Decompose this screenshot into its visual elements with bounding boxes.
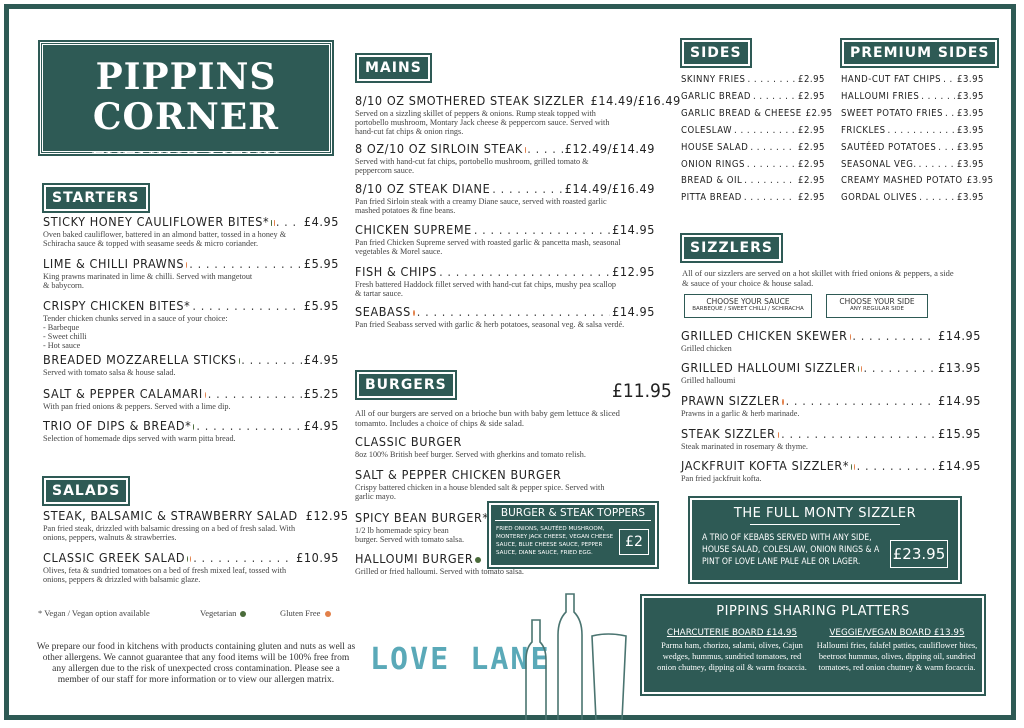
legend-vegetarian-label: Vegetarian bbox=[200, 608, 237, 618]
vegetarian-icon bbox=[193, 424, 194, 430]
item-description: Pan fried Sirloin steak with a creamy Diane sauce, served with roasted garlic mashed potatoes & fine beans. bbox=[355, 197, 607, 215]
item-description: Grilled chicken bbox=[681, 344, 732, 353]
item-name: CLASSIC GREEK SALAD bbox=[43, 550, 186, 565]
veggie-title: VEGGIE/VEGAN BOARD £13.95 bbox=[829, 628, 965, 638]
side-item-price: £2.95 bbox=[798, 192, 825, 204]
leader-dots bbox=[753, 91, 796, 102]
sizzlers-heading: SIZZLERS bbox=[682, 235, 781, 261]
item-description: Olives, feta & sundried tomatoes on a bed of fresh mixed leaf, tossed with onions, peppers & drizzled with balsamic glaze. bbox=[43, 566, 287, 584]
leader-dots bbox=[888, 125, 955, 136]
menu-item bbox=[43, 386, 339, 411]
side-item bbox=[681, 91, 825, 102]
side-item bbox=[681, 142, 825, 153]
menu-item bbox=[43, 352, 339, 377]
leader-dots bbox=[919, 159, 955, 170]
side-item bbox=[841, 91, 984, 102]
side-item-price: £2.95 bbox=[798, 74, 825, 85]
side-item bbox=[681, 175, 825, 186]
item-description: Tender chicken chunks served in a sauce of your choice: - Barbeque - Sweet chilli - Hot sauce bbox=[43, 314, 228, 350]
leader-dots bbox=[852, 328, 936, 343]
burger-toppers-price: £2 bbox=[619, 529, 649, 555]
item-price: £14.95 bbox=[938, 328, 981, 343]
item-name: BREADED MOZZARELLA STICKS bbox=[43, 352, 237, 367]
item-description: Pan fried Seabass served with garlic & herb potatoes, seasonal veg. & salsa verdé. bbox=[355, 320, 625, 329]
gluten-free-icon bbox=[778, 432, 780, 438]
side-item-name: SWEET POTATO FRIES bbox=[841, 107, 943, 119]
side-item-price: £3.95 bbox=[957, 158, 984, 170]
menu-item-row bbox=[43, 418, 339, 433]
side-item-price: £2.95 bbox=[798, 175, 825, 187]
menu-item bbox=[355, 434, 655, 459]
item-name: SEABASS bbox=[355, 304, 411, 319]
full-monty-box bbox=[690, 498, 960, 582]
item-description: Served with tomato salsa & house salad. bbox=[43, 368, 176, 377]
leader-dots bbox=[781, 426, 936, 441]
side-item-name: GARLIC BREAD & CHEESE bbox=[681, 107, 802, 119]
side-item bbox=[841, 125, 984, 136]
leader-dots bbox=[744, 192, 796, 203]
burger-toppers-box bbox=[489, 503, 657, 567]
side-item-name: GARLIC BREAD bbox=[681, 90, 751, 102]
sharing-platters-box bbox=[642, 596, 984, 694]
menu-item bbox=[355, 141, 655, 175]
item-price: £4.95 bbox=[303, 352, 339, 367]
menu-item bbox=[681, 360, 981, 385]
side-item bbox=[681, 125, 825, 136]
item-name: CHICKEN SUPREME bbox=[355, 222, 472, 237]
legend-gluten-free-label: Gluten Free bbox=[280, 608, 321, 618]
gluten-free-icon bbox=[861, 366, 862, 372]
item-name: LIME & CHILLI PRAWNS bbox=[43, 256, 185, 271]
item-price: £14.49/£16.49 bbox=[590, 93, 681, 108]
burgers-heading: BURGERS bbox=[357, 372, 455, 398]
item-price: £5.25 bbox=[303, 386, 339, 401]
menu-item-row bbox=[681, 426, 981, 441]
choose-side-options: ANY REGULAR SIDE bbox=[850, 306, 904, 312]
side-item bbox=[681, 74, 825, 85]
menu-item-row bbox=[681, 393, 981, 408]
side-item bbox=[841, 108, 984, 119]
item-name: SPICY BEAN BURGER* bbox=[355, 510, 489, 525]
menu-item-row bbox=[355, 222, 655, 237]
item-description: Selection of homemade dips served with warm pitta bread. bbox=[43, 434, 236, 443]
item-description: Served with hand-cut fat chips, portobello mushroom, grilled tomato & peppercorn sauce. bbox=[355, 157, 589, 175]
menu-item bbox=[43, 256, 339, 290]
gluten-free-icon bbox=[205, 392, 206, 398]
menu-item-row bbox=[43, 386, 339, 401]
side-item-name: CREAMY MASHED POTATO bbox=[841, 175, 963, 187]
sides-heading: SIDES bbox=[682, 40, 750, 66]
side-item-name: HAND-CUT FAT CHIPS bbox=[841, 74, 942, 85]
item-description: 1/2 lb homemade spicy bean burger. Served with tomato salsa. bbox=[355, 526, 464, 544]
item-name: GRILLED CHICKEN SKEWER bbox=[681, 328, 848, 343]
gluten-free-icon bbox=[325, 611, 331, 617]
item-description: Fresh battered Haddock fillet served with hand-cut fat chips, mushy pea scallop & tartar sauce. bbox=[355, 280, 617, 298]
item-price: £14.95 bbox=[938, 393, 981, 408]
burger-toppers-text: FRIED ONIONS, SAUTÉED MUSHROOM, MONTEREY JACK CHEESE, VEGAN CHEESE SAUCE, BLUE CHEESE SAUCE, PEPPER SAUCE, DIANE SAUCE, FRIED EGG. bbox=[496, 526, 614, 556]
side-item-name: ONION RINGS bbox=[681, 158, 745, 170]
side-item bbox=[681, 107, 833, 119]
item-name: 8/10 OZ STEAK DIANE bbox=[355, 181, 491, 196]
menu-item-row bbox=[43, 298, 339, 313]
menu-item bbox=[681, 458, 981, 483]
side-item-price: £3.95 bbox=[957, 107, 984, 119]
item-description: Pan fried steak, drizzled with balsamic dressing on a bed of fresh salad. With onions, peppers, walnuts & strawberries. bbox=[43, 524, 296, 542]
choose-side-box bbox=[826, 294, 928, 318]
side-item-price: £3.95 bbox=[957, 74, 984, 85]
salads-heading: SALADS bbox=[44, 478, 128, 504]
leader-dots bbox=[492, 181, 562, 196]
side-item-name: BREAD & OIL bbox=[681, 175, 743, 187]
item-description: Steak marinated in rosemary & thyme. bbox=[681, 442, 808, 451]
item-price: £13.95 bbox=[938, 360, 982, 375]
item-price: £14.49/£16.49 bbox=[564, 181, 655, 196]
leader-dots bbox=[943, 74, 955, 85]
leader-dots bbox=[241, 352, 302, 367]
item-price: £14.95 bbox=[612, 222, 655, 237]
veggie-text: Halloumi fries, falafel patties, cauliflower bites, beetroot hummus, olives, dipping oil, sundried tomatoes, red onion chutney & warm focaccia. bbox=[816, 641, 978, 672]
item-description: King prawns marinated in lime & chilli. Served with mangetout & babycorn. bbox=[43, 272, 253, 290]
choose-sauce-box bbox=[684, 294, 812, 318]
item-description: Crispy battered chicken in a house blended salt & pepper spice. Served with garlic mayo. bbox=[355, 483, 605, 501]
vegetarian-icon bbox=[858, 366, 859, 372]
gluten-free-icon bbox=[190, 556, 191, 562]
menu-item-row bbox=[43, 508, 349, 523]
item-name: CRISPY CHICKEN BITES* bbox=[43, 298, 191, 313]
leader-dots bbox=[747, 74, 796, 85]
premium-sides-heading: PREMIUM SIDES bbox=[842, 40, 997, 66]
bottles-illustration bbox=[518, 590, 636, 720]
side-item-price: £3.95 bbox=[966, 175, 994, 187]
vegetarian-icon bbox=[475, 557, 481, 563]
bottle-left bbox=[526, 620, 546, 720]
item-name: 8/10 OZ SMOTHERED STEAK SIZZLER bbox=[355, 93, 585, 108]
gluten-free-icon bbox=[850, 334, 851, 340]
item-name: JACKFRUIT KOFTA SIZZLER* bbox=[681, 458, 850, 473]
leader-dots bbox=[744, 175, 796, 186]
side-item-price: £3.95 bbox=[957, 141, 984, 153]
platters-heading: PIPPINS SHARING PLATTERS bbox=[716, 604, 910, 619]
menu-item bbox=[43, 418, 339, 443]
menu-item-row bbox=[681, 458, 981, 473]
side-item-name: FRICKLES bbox=[841, 124, 886, 136]
leader-dots bbox=[734, 125, 796, 136]
leader-dots bbox=[747, 159, 796, 170]
item-description: Grilled halloumi bbox=[681, 376, 736, 385]
side-item bbox=[841, 175, 994, 187]
side-item-name: PITTA BREAD bbox=[681, 192, 742, 204]
item-description: Grilled or fried halloumi. Served with tomato salsa. bbox=[355, 567, 524, 576]
item-price: £10.95 bbox=[296, 550, 339, 565]
side-item-name: SEASONAL VEG. bbox=[841, 158, 917, 170]
side-item-name: HALLOUMI FRIES bbox=[841, 90, 920, 102]
full-monty-divider bbox=[750, 524, 900, 525]
side-item-name: COLESLAW bbox=[681, 124, 733, 136]
side-item-price: £3.95 bbox=[957, 192, 984, 204]
item-price: £15.95 bbox=[938, 426, 981, 441]
item-price: £12.95 bbox=[612, 264, 655, 279]
menu-item-row bbox=[355, 181, 655, 196]
menu-item-row bbox=[43, 256, 339, 271]
menu-item bbox=[681, 426, 981, 451]
leader-dots bbox=[938, 142, 955, 153]
vegetarian-icon bbox=[240, 611, 246, 617]
menu-item bbox=[43, 298, 339, 350]
side-item-name: HOUSE SALAD bbox=[681, 141, 749, 153]
leader-dots bbox=[864, 360, 937, 375]
legend-vegetarian bbox=[200, 608, 246, 618]
menu-item-row bbox=[355, 93, 681, 108]
leader-dots bbox=[189, 256, 302, 271]
bottle-middle bbox=[558, 594, 582, 720]
menu-item bbox=[355, 93, 681, 136]
item-price: £4.95 bbox=[303, 418, 339, 433]
item-price: £4.95 bbox=[303, 214, 340, 229]
menu-item-row bbox=[355, 467, 655, 482]
leader-dots bbox=[417, 304, 610, 319]
gluten-free-icon bbox=[413, 310, 415, 316]
charcuterie-board bbox=[654, 628, 810, 673]
menu-item bbox=[355, 222, 655, 256]
leader-dots bbox=[527, 141, 563, 156]
item-description: With pan fried onions & peppers. Served with a lime dip. bbox=[43, 402, 231, 411]
gluten-free-icon bbox=[854, 464, 855, 470]
legend-vegan: * Vegan / Vegan option available bbox=[38, 608, 150, 618]
side-item-name: GORDAL OLIVES bbox=[841, 192, 918, 204]
side-item-price: £2.95 bbox=[798, 124, 825, 136]
leader-dots bbox=[750, 142, 796, 153]
item-name: SALT & PEPPER CALAMARI bbox=[43, 386, 203, 401]
item-name: 8 OZ/10 OZ SIRLOIN STEAK bbox=[355, 141, 523, 156]
item-price: £14.95 bbox=[612, 304, 655, 319]
leader-dots bbox=[276, 214, 302, 229]
side-item bbox=[841, 159, 984, 170]
item-name: STEAK, BALSAMIC & STRAWBERRY SALAD bbox=[43, 508, 298, 523]
restaurant-name: PIPPINS CORNER bbox=[92, 56, 280, 138]
leader-dots bbox=[857, 458, 936, 473]
side-item-price: £2.95 bbox=[798, 141, 825, 153]
gluten-free-icon bbox=[186, 262, 187, 268]
choose-side-title: CHOOSE YOUR SIDE bbox=[839, 297, 915, 306]
burgers-intro: All of our burgers are served on a brioche bun with baby gem lettuce & sliced tomamto. Includes a choice of chips & side salad. bbox=[355, 408, 620, 428]
menu-item bbox=[355, 467, 655, 501]
burgers-price: £11.95 bbox=[612, 380, 672, 402]
starters-heading: STARTERS bbox=[44, 185, 148, 211]
leader-dots bbox=[921, 91, 955, 102]
side-item-price: £3.95 bbox=[957, 124, 984, 136]
leader-dots bbox=[786, 393, 937, 408]
full-monty-text: A TRIO OF KEBABS SERVED WITH ANY SIDE, HOUSE SALAD, COLESLAW, ONION RINGS & A PINT OF LOVE LANE PALE ALE OR LAGER. bbox=[702, 533, 880, 567]
menu-subtitle: EVENING MENU bbox=[90, 147, 282, 171]
vegetarian-icon bbox=[239, 358, 240, 364]
item-description: Pan fried jackfruit kofta. bbox=[681, 474, 762, 483]
menu-item-row bbox=[355, 304, 655, 319]
side-item-name: SKINNY FRIES bbox=[681, 74, 746, 85]
menu-item bbox=[43, 550, 339, 584]
menu-item-row bbox=[43, 352, 339, 367]
item-name: STICKY HONEY CAULIFLOWER BITES* bbox=[43, 214, 270, 229]
leader-dots bbox=[192, 298, 301, 313]
menu-item bbox=[681, 328, 981, 353]
full-monty-heading: THE FULL MONTY SIZZLER bbox=[733, 506, 917, 521]
menu-item bbox=[355, 304, 655, 329]
burger-toppers-heading: BURGER & STEAK TOPPERS bbox=[495, 507, 651, 521]
item-price: £14.95 bbox=[938, 458, 981, 473]
item-description: Prawns in a garlic & herb marinade. bbox=[681, 409, 800, 418]
menu-item-row bbox=[355, 141, 655, 156]
side-item bbox=[841, 142, 984, 153]
menu-item-row bbox=[355, 434, 655, 449]
side-item bbox=[841, 192, 984, 203]
item-description: Oven baked cauliflower, battered in an almond batter, tossed in a honey & Schiracha sauce & topped with seasame seeds & micro coriander. bbox=[43, 230, 287, 248]
legend-gluten-free bbox=[280, 608, 331, 618]
vegetarian-icon bbox=[187, 556, 188, 562]
leader-dots bbox=[474, 222, 610, 237]
charcuterie-text: Parma ham, chorizo, salami, olives, Cajun wedges, hummus, sundried tomatoes, red onion chutney, dipping oil & warm focaccia. bbox=[657, 641, 807, 672]
choose-sauce-options: BARBEQUE / SWEET CHILLI / SCHIRACHA bbox=[692, 306, 804, 312]
leader-dots bbox=[193, 550, 294, 565]
side-item bbox=[681, 192, 825, 203]
charcuterie-title: CHARCUTERIE BOARD £14.95 bbox=[666, 628, 798, 638]
side-item-price: £2.95 bbox=[805, 107, 833, 119]
item-name: PRAWN SIZZLER bbox=[681, 393, 781, 408]
side-item-price: £2.95 bbox=[798, 158, 825, 170]
pint-glass bbox=[592, 634, 626, 720]
menu-item bbox=[355, 181, 655, 215]
item-name: TRIO OF DIPS & BREAD* bbox=[43, 418, 192, 433]
item-name: CLASSIC BURGER bbox=[355, 434, 462, 449]
menu-item-row bbox=[43, 214, 339, 229]
side-item-price: £3.95 bbox=[957, 90, 984, 102]
item-price: £5.95 bbox=[303, 256, 339, 271]
allergen-note: We prepare our food in kitchens with products containing gluten and nuts as well as other allergens. We cannot guarantee that any food items will be 100% free from any allergen due to the risk of unexpected cross contamination. Please see a member of our staff for more information or to view our allergen matrix. bbox=[36, 642, 356, 685]
item-description: Served on a sizzling skillet of peppers & onions. Rump steak topped with portobello mushroom, Montary Jack cheese & peppercorn sauce. Served with hand-cut fat chips & onion rings. bbox=[355, 109, 610, 136]
side-item-price: £2.95 bbox=[798, 90, 825, 102]
side-item bbox=[841, 74, 984, 85]
side-item bbox=[681, 159, 825, 170]
choose-sauce-title: CHOOSE YOUR SAUCE bbox=[706, 297, 790, 306]
leader-dots bbox=[439, 264, 610, 279]
vegetarian-icon bbox=[851, 464, 852, 470]
item-name: GRILLED HALLOUMI SIZZLER bbox=[681, 360, 857, 375]
menu-item bbox=[43, 508, 349, 542]
menu-item-row bbox=[355, 264, 655, 279]
item-name: FISH & CHIPS bbox=[355, 264, 438, 279]
item-description: 8oz 100% British beef burger. Served with gherkins and tomato relish. bbox=[355, 450, 586, 459]
menu-item bbox=[43, 214, 339, 248]
menu-item-row bbox=[681, 360, 981, 375]
menu-item bbox=[355, 510, 489, 544]
item-price: £12.95 bbox=[305, 508, 349, 523]
leader-dots bbox=[945, 108, 955, 119]
item-name: STEAK SIZZLER bbox=[681, 426, 776, 441]
item-name: SALT & PEPPER CHICKEN BURGER bbox=[355, 467, 562, 482]
leader-dots bbox=[196, 418, 301, 433]
full-monty-price: £23.95 bbox=[890, 540, 948, 568]
love-lane-logo: LOVE LANE bbox=[370, 642, 551, 677]
veggie-board bbox=[816, 628, 978, 673]
leader-dots bbox=[208, 386, 302, 401]
leader-dots bbox=[919, 192, 955, 203]
side-item-name: SAUTÉED POTATOES bbox=[841, 141, 937, 153]
menu-title-box bbox=[40, 42, 332, 171]
menu-item-row bbox=[681, 328, 981, 343]
menu-item-row bbox=[355, 510, 489, 525]
menu-item-row bbox=[43, 550, 339, 565]
sizzlers-intro: All of our sizzlers are served on a hot skillet with fried onions & peppers, a side & sauce of your choice & house salad. bbox=[682, 268, 954, 288]
menu-item bbox=[681, 393, 981, 418]
mains-heading: MAINS bbox=[357, 55, 430, 81]
item-name: HALLOUMI BURGER bbox=[355, 551, 474, 566]
item-price: £12.49/£14.49 bbox=[564, 141, 655, 156]
item-description: Pan fried Chicken Supreme served with roasted garlic & pancetta mash, seasonal vegetables & Morel sauce. bbox=[355, 238, 621, 256]
menu-item bbox=[355, 264, 655, 298]
item-price: £5.95 bbox=[303, 298, 339, 313]
gluten-free-icon bbox=[782, 399, 784, 405]
